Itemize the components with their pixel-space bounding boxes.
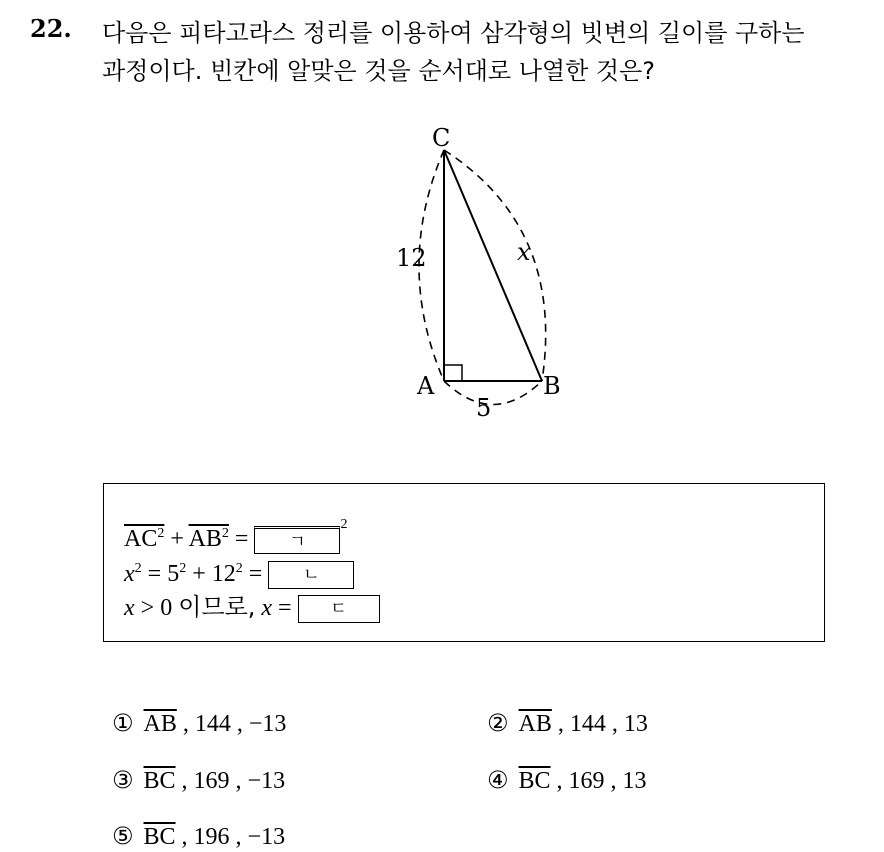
right-triangle-figure (380, 118, 600, 428)
blank-b: ㄴ (268, 561, 354, 589)
solution-box (103, 483, 825, 642)
outer-square: 2 (340, 517, 348, 532)
question-text (102, 14, 872, 90)
question-number: 22. (30, 14, 72, 43)
blank-c: ㄷ (298, 595, 380, 623)
choice-1[interactable]: ① $\overline{AB}$ , 144 , −13 (112, 709, 287, 737)
box-line-3: x > 0 이므로, x = ㄷ (124, 590, 380, 624)
vertex-b-label: B (543, 372, 561, 400)
right-angle-marker (444, 365, 462, 381)
side-ac-label: 12 (396, 244, 427, 272)
side-ab-label: 5 (476, 394, 492, 422)
question-text-line-2: 과정이다. 빈칸에 알맞은 것을 순서대로 나열한 것은? (102, 57, 656, 85)
choice-3[interactable]: ③ $\overline{BC}$ , 169 , −13 (112, 766, 286, 794)
segment-ab: $AB^2$ (188, 526, 229, 552)
blank-a: ㄱ (254, 526, 340, 554)
box-line-1: $AC^2 + AB^2$ = ㄱ$^2$ (124, 517, 348, 553)
segment-ac: $AC^2$ (124, 526, 165, 552)
box-line-2: $x^2 = 5^2 + 12^2$ = ㄴ (124, 552, 354, 586)
question-text-line-1: 다음은 피타고라스 정리를 이용하여 삼각형의 빗변의 길이를 구하는 (102, 19, 805, 47)
side-bc-label: x (517, 238, 531, 266)
vertex-c-label: C (432, 124, 451, 152)
vertex-a-label: A (417, 372, 435, 400)
choice-5[interactable]: ⑤ $\overline{BC}$ , 196 , −13 (112, 822, 286, 850)
arc-ab (444, 381, 542, 405)
choice-2[interactable]: ② $\overline{AB}$ , 144 , 13 (487, 709, 648, 737)
choice-4[interactable]: ④ $\overline{BC}$ , 169 , 13 (487, 766, 647, 794)
